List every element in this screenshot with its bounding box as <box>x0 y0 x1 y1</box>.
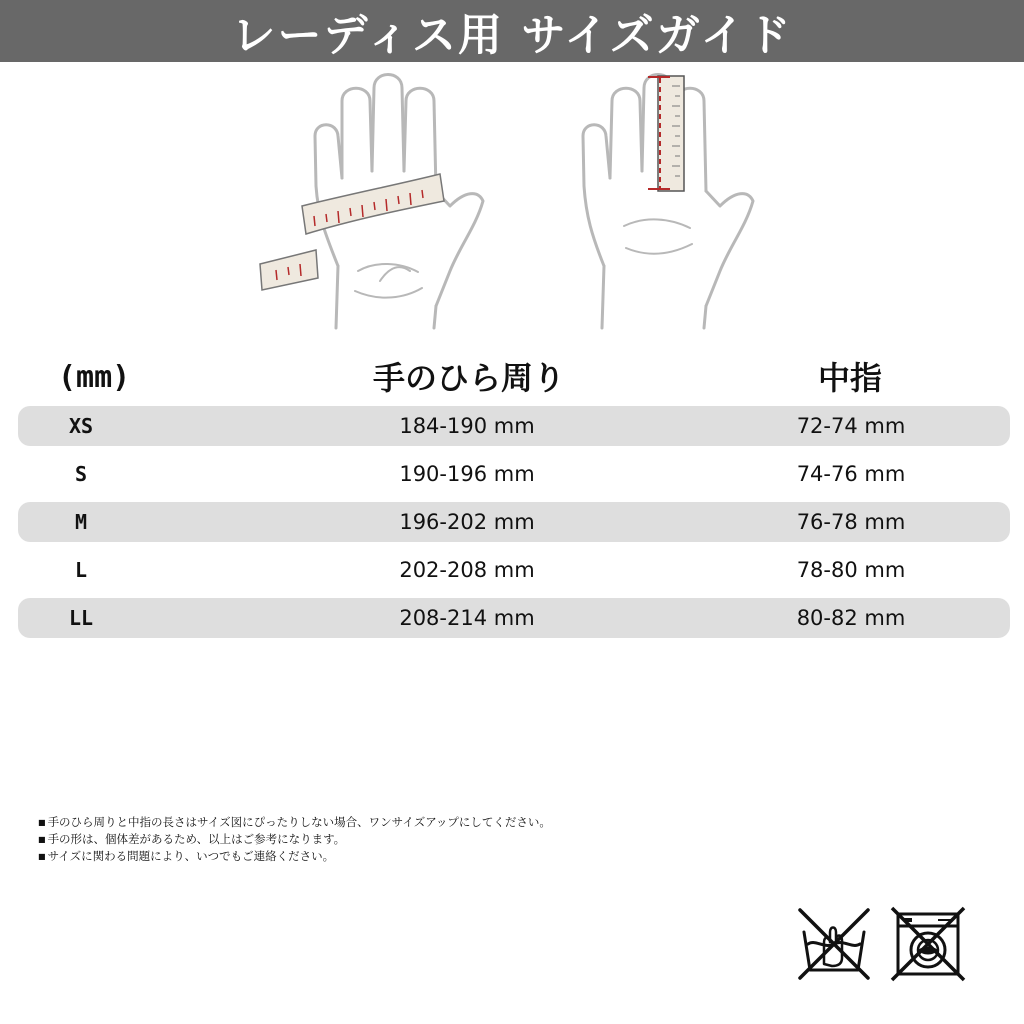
measuring-ruler-finger-icon <box>648 76 684 191</box>
size-label: LL <box>68 606 94 630</box>
finger-column-header: 中指 <box>817 359 882 397</box>
palm-value: 190-196 mm <box>399 462 535 486</box>
finger-value: 80-82 mm <box>796 606 906 630</box>
finger-value: 78-80 mm <box>796 558 906 582</box>
table-row <box>18 502 1010 542</box>
size-label: XS <box>68 414 94 438</box>
finger-value: 72-74 mm <box>796 414 906 438</box>
table-row <box>18 454 1010 494</box>
table-row <box>18 406 1010 446</box>
table-row <box>18 598 1010 638</box>
measuring-tape-palm-icon <box>260 174 444 290</box>
size-label: L <box>74 558 88 582</box>
no-tumble-dry-icon <box>890 906 966 982</box>
size-table <box>18 406 1010 646</box>
no-hand-wash-icon <box>796 906 872 982</box>
table-row <box>18 550 1010 590</box>
hand-measurement-illustration <box>240 66 770 346</box>
palm-value: 202-208 mm <box>399 558 535 582</box>
palm-value: 184-190 mm <box>399 414 535 438</box>
palm-value: 208-214 mm <box>399 606 535 630</box>
finger-value: 74-76 mm <box>796 462 906 486</box>
note-item: ■ 手のひら周りと中指の長さはサイズ図にぴったりしない場合、ワンサイズアップにしてください。 <box>38 814 738 831</box>
notes-list <box>38 814 738 865</box>
table-header <box>0 356 1024 400</box>
palm-value: 196-202 mm <box>399 510 535 534</box>
note-item: ■ サイズに関わる問題により、いつでもご連絡ください。 <box>38 848 738 865</box>
finger-value: 76-78 mm <box>796 510 906 534</box>
size-label: S <box>74 462 88 486</box>
palm-column-header: 手のひら周り <box>372 359 565 397</box>
note-item: ■ 手の形は、個体差があるため、以上はご参考になります。 <box>38 831 738 848</box>
page-title-banner <box>0 0 1024 62</box>
page-title: レーディス用 サイズガイド <box>231 10 793 61</box>
unit-label: (mm) <box>58 360 131 395</box>
size-label: M <box>74 510 88 534</box>
